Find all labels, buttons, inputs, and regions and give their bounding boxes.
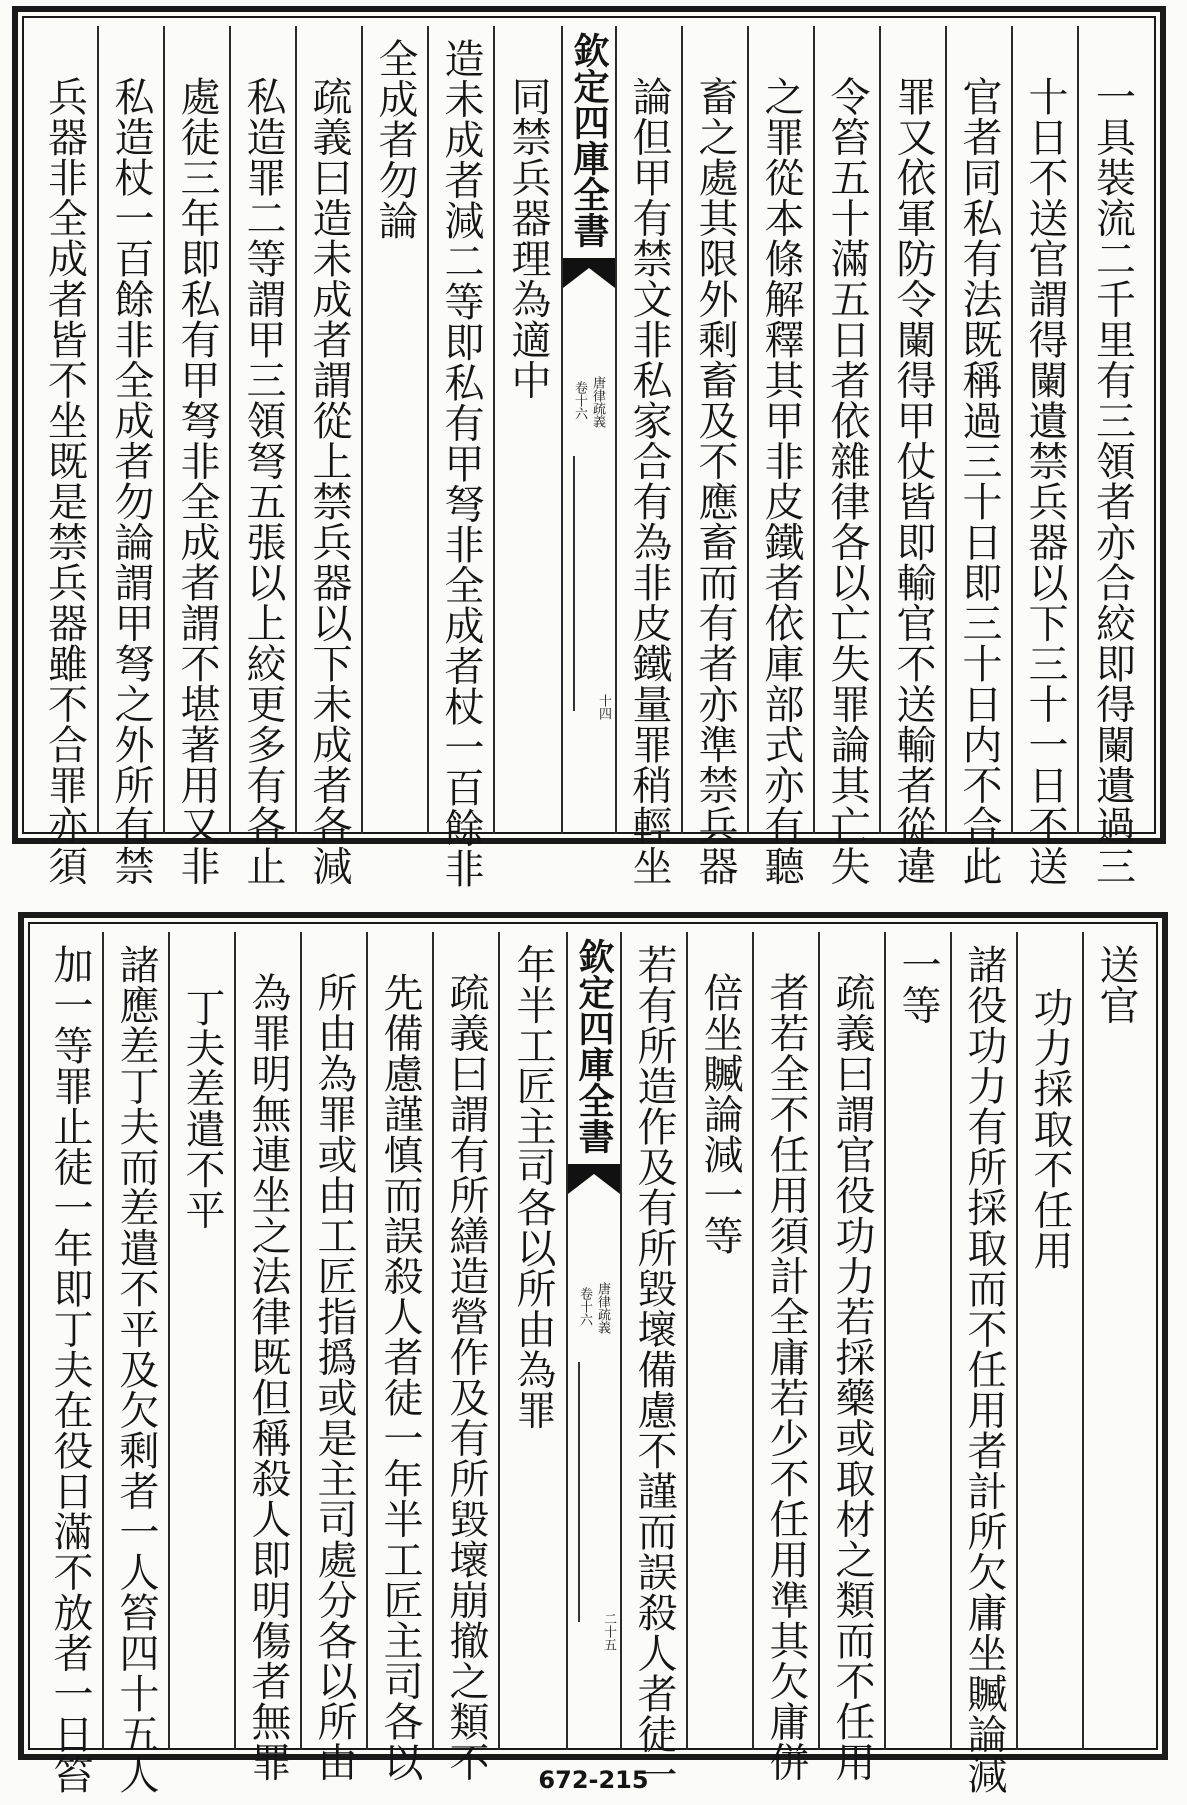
column-text: 若有所造作及有所毀壞備慮不謹而誤殺人者徒一 [631,944,677,1795]
column-text: 私造罪二等謂甲三領弩五張以上絞更多有各止 [240,76,286,886]
text-column [815,26,881,886]
column-text: 疏義曰謂有所繕造營作及有所毀壞崩撤之類不 [443,972,489,1782]
text-column [1018,932,1084,1750]
book-name-label: 唐律疏義 [590,376,605,428]
text-column [1079,26,1146,886]
column-text: 造未成者減二等即私有甲弩非全成者杖一百餘非 [438,38,484,889]
text-column [368,932,434,1782]
column-text: 畜之處其限外剩畜及不應畜而有者亦準禁兵器 [692,76,738,886]
book-title: 欽定四庫全書 [573,938,615,1154]
text-column [434,932,500,1782]
column-text: 同禁兵器理為適中 [505,76,551,400]
text-column [297,26,363,886]
column-text: 之罪從本條解釋其甲非皮鐵者依庫部式亦有聽 [758,76,804,886]
column-text: 功力採取不任用 [1027,987,1073,1271]
center-rule [573,456,575,711]
text-column [952,932,1018,1795]
text-column [363,26,429,834]
page-number: 672-215 [538,1766,649,1794]
text-column [754,932,820,1782]
column-text: 疏義曰謂官役功力若採藥或取材之類而不任用 [829,972,875,1782]
column-text: 先備慮謹慎而誤殺人者徒一年半工匠主司各以 [377,972,423,1782]
juan-label: 卷十六 [572,381,587,420]
folio-number: 二十五 [601,1612,616,1651]
text-column [104,932,170,1795]
text-column [1013,26,1079,886]
juan-label: 卷十六 [577,1287,592,1326]
text-column [500,932,566,1750]
column-text: 者若全不任用須計全庸若少不任用準其欠庸併 [763,972,809,1782]
column-text: 處徒三年即私有甲弩非全成者謂不堪著用又非 [174,76,220,886]
book-name-label: 唐律疏義 [595,1282,610,1334]
fishtail-mark [568,1164,620,1194]
column-text: 為罪明無連坐之法律既但稱殺人即明傷者無罪 [245,972,291,1782]
column-text: 所由為罪或由工匠指撝或是主司處分各以所由 [311,972,357,1782]
text-column [749,26,815,886]
column-text: 全成者勿論 [372,38,418,241]
column-text: 私造杖一百餘非全成者勿論謂甲弩之外所有禁 [108,76,154,886]
column-text: 諸應差丁夫而差遣不平及欠剩者一人笞四十五人 [113,944,159,1795]
text-column [236,932,302,1782]
column-text: 加一等罪止徒一年即丁夫在役日滿不放者一日笞 [47,944,93,1795]
text-column [170,932,236,1750]
text-column [617,26,683,886]
text-column [622,932,688,1795]
text-column [688,932,754,1750]
column-text: 送官 [1093,944,1139,1025]
column-text: 罪又依軍防令闌得甲仗皆即輸官不送輸者從違 [890,76,936,886]
column-text: 論但甲有禁文非私家合有為非皮鐵量罪稍輕坐 [626,76,672,886]
text-column [429,26,495,889]
column-text: 倍坐贓論減一等 [697,972,743,1256]
text-column [32,26,99,886]
center-fold-strip [561,26,617,834]
text-column [881,26,947,886]
text-column [1084,932,1148,1750]
text-column [947,26,1013,886]
column-text: 兵器非全成者皆不坐既是禁兵器雖不合罪亦須 [41,76,88,886]
folio-number: 十四 [596,694,611,720]
center-fold-strip [566,932,622,1750]
column-text: 一等 [895,944,941,1025]
column-text: 疏義曰造未成者謂從上禁兵器以下未成者各減 [306,76,352,886]
text-column [820,932,886,1782]
column-text: 一具裝流二千里有三領者亦合絞即得闌遺過三 [1089,76,1136,886]
text-column [886,932,952,1750]
text-column [165,26,231,886]
column-text: 十日不送官謂得闌遺禁兵器以下三十一日不送 [1022,76,1068,886]
center-rule [578,1362,580,1622]
column-text: 令笞五十滿五日者依雜律各以亡失罪論其亡失 [824,76,870,886]
fishtail-mark [563,258,615,288]
text-column [38,932,104,1795]
text-column [231,26,297,886]
text-column [683,26,749,886]
column-text: 官者同私有法既稱過三十日即三十日内不合此 [956,76,1002,886]
column-text: 年半工匠主司各以所由為罪 [510,944,556,1430]
column-text: 丁夫差遣不平 [179,987,225,1230]
column-text: 諸役功力有所採取而不任用者計所欠庸坐贓論減 [961,944,1007,1795]
book-title: 欽定四庫全書 [568,32,610,248]
text-column [99,26,165,886]
text-column [302,932,368,1782]
top-page-frame [12,6,1166,889]
text-column [495,26,561,834]
